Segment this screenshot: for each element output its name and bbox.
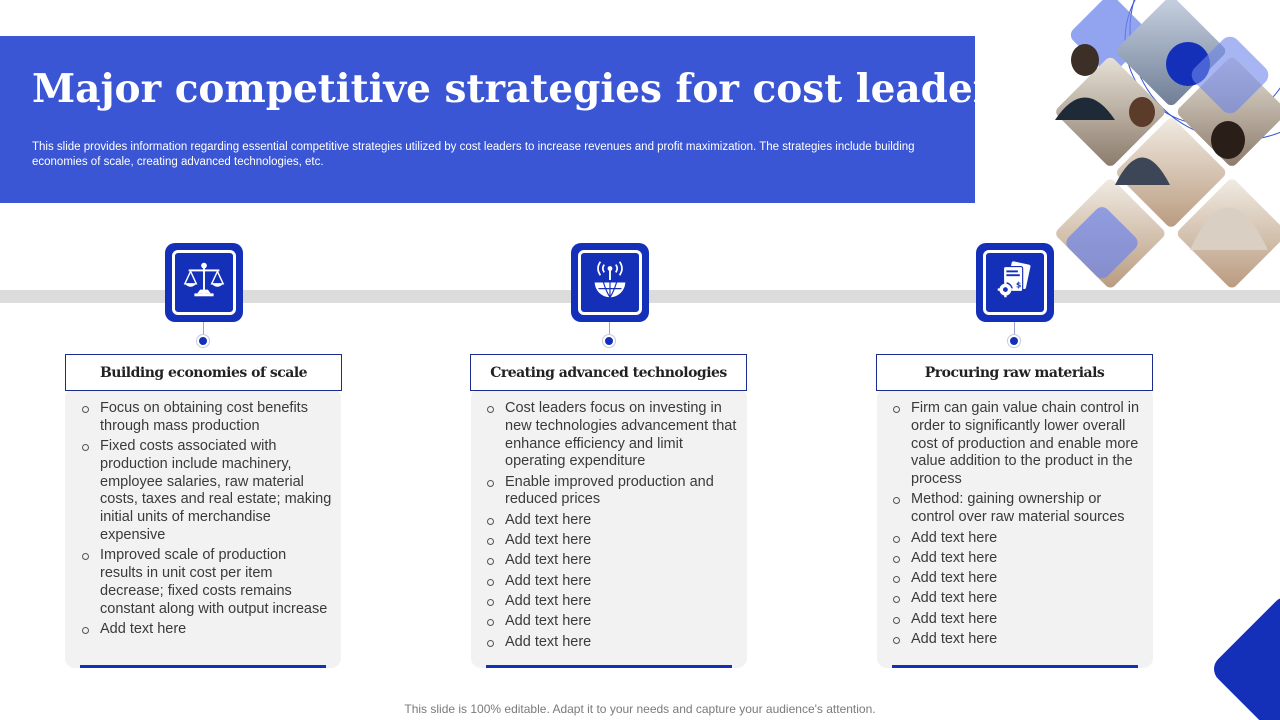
list-item[interactable]: Add text here bbox=[485, 613, 737, 631]
list-item[interactable]: Add text here bbox=[891, 570, 1143, 588]
column-1-card-underline bbox=[80, 665, 326, 668]
list-item[interactable]: Add text here bbox=[485, 573, 737, 591]
list-item[interactable]: Firm can gain value chain control in order to significantly lower overall cost of production and enable more value addition to the product in the process bbox=[891, 400, 1143, 489]
slide-subtitle[interactable]: This slide provides information regarding essential competitive strategies utilized by cost leaders to increase revenues and profit maximization. The strategies include building economies of scale, creating advanced technologies, etc. bbox=[32, 141, 915, 168]
column-3-dot bbox=[1008, 335, 1020, 347]
list-item[interactable]: Method: gaining ownership or control over raw material sources bbox=[891, 491, 1143, 527]
column-2-icon-box bbox=[571, 243, 649, 322]
global-antenna-icon bbox=[587, 257, 633, 308]
list-item[interactable]: Add text here bbox=[891, 530, 1143, 548]
footer-note: This slide is 100% editable. Adapt it to your needs and capture your audience's attention. bbox=[404, 702, 876, 716]
balance-scale-icon bbox=[181, 257, 227, 308]
column-2-connector bbox=[609, 322, 610, 336]
list-item[interactable]: Improved scale of production results in unit cost per item decrease; fixed costs remains constant along with output increase bbox=[80, 547, 332, 618]
list-item[interactable]: Add text here bbox=[485, 512, 737, 530]
column-1-heading[interactable]: Building economies of scale bbox=[65, 354, 342, 391]
column-3-heading[interactable]: Procuring raw materials bbox=[876, 354, 1153, 391]
column-3-card-underline bbox=[892, 665, 1138, 668]
list-item[interactable]: Add text here bbox=[485, 552, 737, 570]
svg-text:$: $ bbox=[1015, 280, 1022, 290]
column-2-card-underline bbox=[486, 665, 732, 668]
header-band bbox=[0, 36, 1016, 203]
column-2-dot bbox=[603, 335, 615, 347]
list-item[interactable]: Add text here bbox=[485, 634, 737, 652]
column-3-icon-box bbox=[976, 243, 1054, 322]
column-1-dot bbox=[197, 335, 209, 347]
column-2-bullet-list bbox=[485, 400, 737, 654]
list-item[interactable]: Focus on obtaining cost benefits through mass production bbox=[80, 400, 332, 436]
slide-title[interactable]: Major competitive strategies for cost leaders bbox=[32, 66, 1016, 112]
list-item[interactable]: Add text here bbox=[891, 550, 1143, 568]
column-2-heading[interactable]: Creating advanced technologies bbox=[470, 354, 747, 391]
list-item[interactable]: Add text here bbox=[485, 532, 737, 550]
column-1-connector bbox=[203, 322, 204, 336]
list-item[interactable]: Enable improved production and reduced prices bbox=[485, 474, 737, 510]
list-item[interactable]: Add text here bbox=[891, 590, 1143, 608]
column-1-icon-box bbox=[165, 243, 243, 322]
list-item[interactable]: Cost leaders focus on investing in new technologies advancement that enhance efficiency and limit operating expenditure bbox=[485, 400, 737, 471]
list-item[interactable]: Fixed costs associated with production include machinery, employee salaries, raw material costs, taxes and real estate; making initial units of merchandise expensive bbox=[80, 438, 332, 545]
column-3-connector bbox=[1014, 322, 1015, 336]
corner-decoration bbox=[1208, 591, 1280, 720]
documents-gear-icon bbox=[992, 257, 1038, 308]
list-item[interactable]: Add text here bbox=[891, 611, 1143, 629]
column-1-bullet-list bbox=[80, 400, 332, 641]
list-item[interactable]: Add text here bbox=[891, 631, 1143, 649]
column-3-bullet-list bbox=[891, 400, 1143, 651]
list-item[interactable]: Add text here bbox=[80, 621, 332, 639]
list-item[interactable]: Add text here bbox=[485, 593, 737, 611]
